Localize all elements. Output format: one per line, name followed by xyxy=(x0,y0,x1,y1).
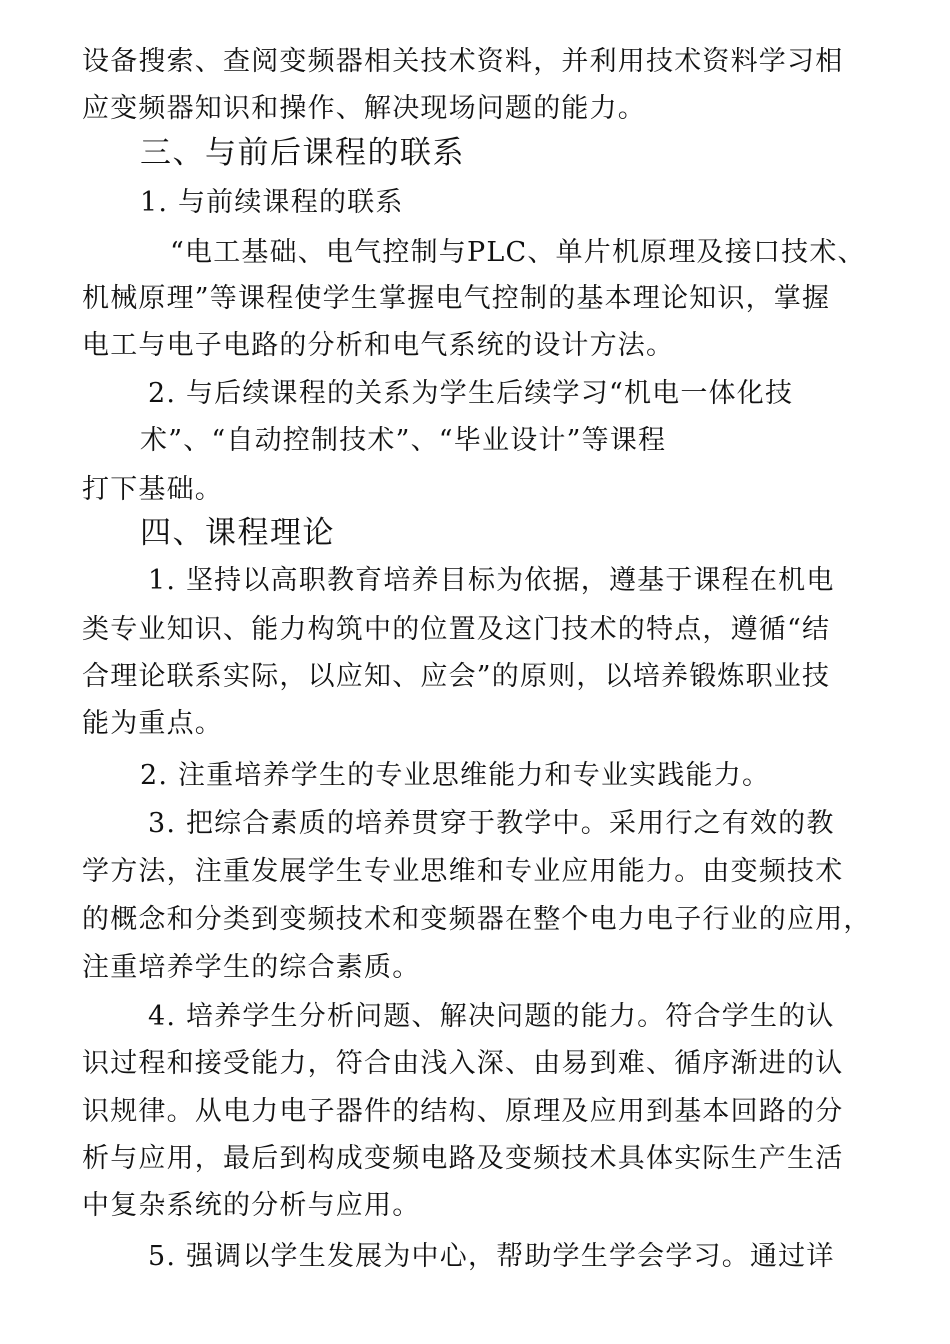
body-text-line: 类专业知识、能力构筑中的位置及这门技术的特点，遵循“结 xyxy=(82,614,831,645)
body-text-line: 析与应用，最后到构成变频电路及变频技术具体实际生产生活 xyxy=(82,1143,844,1174)
body-text-line: 设备搜索、查阅变频器相关技术资料，并利用技术资料学习相 xyxy=(82,46,844,77)
body-text-line: 学方法，注重发展学生专业思维和专业应用能力。由变频技术 xyxy=(82,856,844,887)
section-heading: 三、与前后课程的联系 xyxy=(140,135,465,171)
body-text-line: 3. 把综合素质的培养贯穿于教学中。采用行之有效的教 xyxy=(148,808,835,839)
section-heading: 四、课程理论 xyxy=(140,515,335,551)
body-text-line: 术”、“自动控制技术”、“毕业设计”等课程 xyxy=(140,425,667,456)
body-text-line: 电工与电子电路的分析和电气系统的设计方法。 xyxy=(82,330,675,361)
subsection-heading: 1. 与前续课程的联系 xyxy=(140,187,404,218)
body-text-line: 合理论联系实际，以应知、应会”的原则，以培养锻炼职业技 xyxy=(82,661,831,692)
body-text-line: 识规律。从电力电子器件的结构、原理及应用到基本回路的分 xyxy=(82,1096,844,1127)
body-text-line: 打下基础。 xyxy=(82,474,223,505)
body-text-line: 能为重点。 xyxy=(82,708,223,739)
body-text-line: 5. 强调以学生发展为中心，帮助学生学会学习。通过详 xyxy=(148,1241,835,1272)
body-text-line: “电工基础、电气控制与PLC、单片机原理及接口技术、 xyxy=(170,237,866,268)
body-text-line: 机械原理”等课程使学生掌握电气控制的基本理论知识，掌握 xyxy=(82,283,831,314)
body-text-line: 应变频器知识和操作、解决现场问题的能力。 xyxy=(82,93,646,124)
body-text-line: 的概念和分类到变频技术和变频器在整个电力电子行业的应用， xyxy=(82,904,872,935)
body-text-line: 2. 与后续课程的关系为学生后续学习“机电一体化技 xyxy=(148,378,794,409)
body-text-line: 2. 注重培养学生的专业思维能力和专业实践能力。 xyxy=(140,760,771,791)
body-text-line: 1. 坚持以高职教育培养目标为依据，遵基于课程在机电 xyxy=(148,565,835,596)
body-text-line: 中复杂系统的分析与应用。 xyxy=(82,1190,421,1221)
body-text-line: 注重培养学生的综合素质。 xyxy=(82,952,421,983)
body-text-line: 识过程和接受能力，符合由浅入深、由易到难、循序渐进的认 xyxy=(82,1048,844,1079)
body-text-line: 4. 培养学生分析问题、解决问题的能力。符合学生的认 xyxy=(148,1001,835,1032)
